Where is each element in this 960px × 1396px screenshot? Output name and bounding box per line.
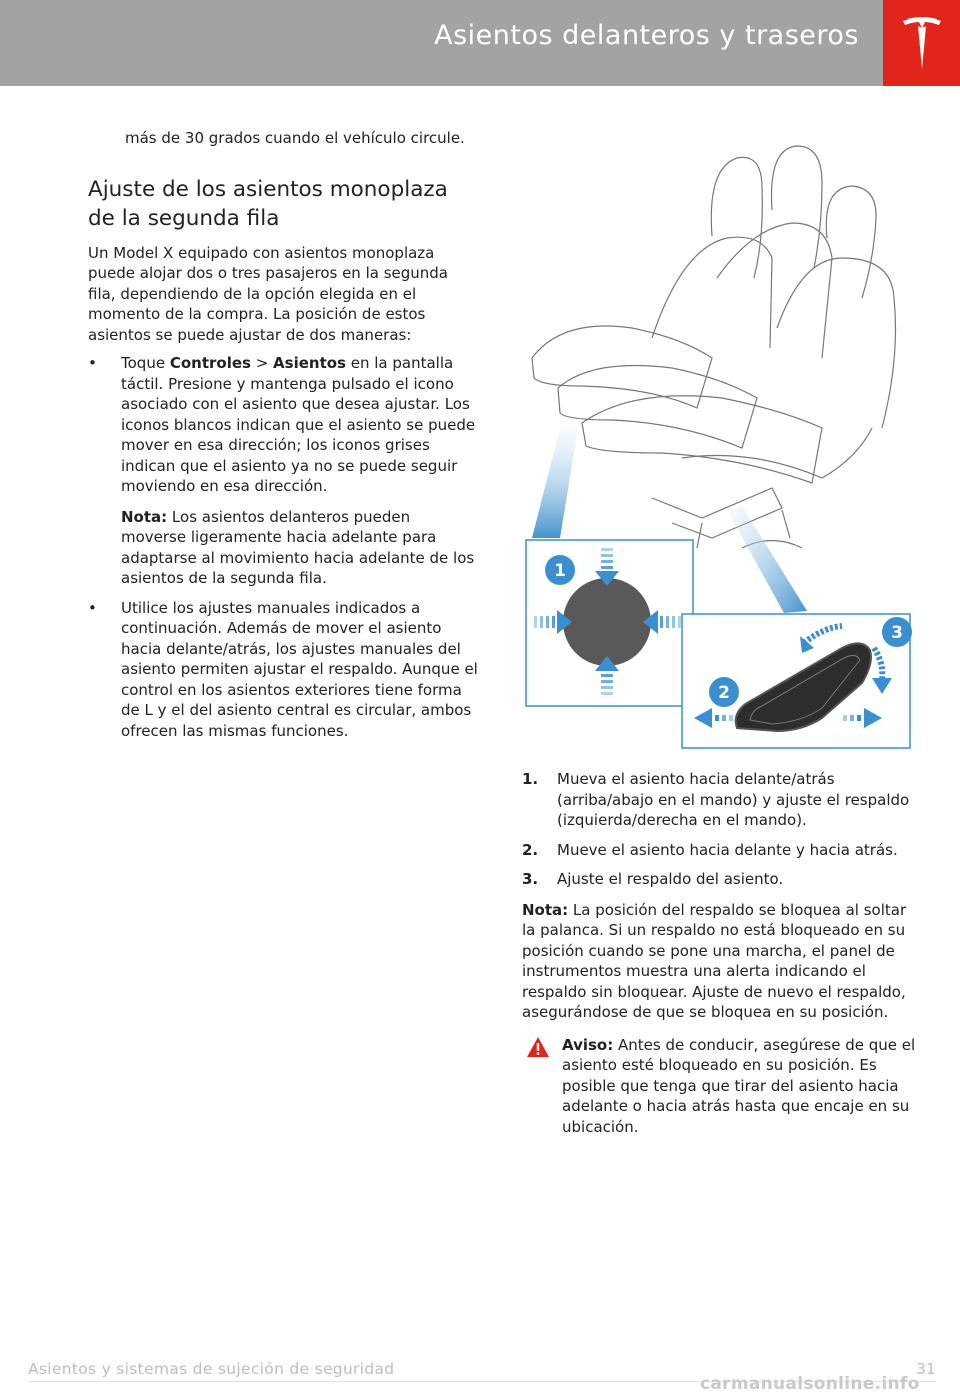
list-item	[522, 769, 922, 831]
list-item	[522, 840, 922, 861]
callout-3: 3	[891, 623, 903, 643]
step-number: 1.	[522, 770, 539, 788]
warning-icon	[526, 1036, 550, 1058]
step-text: Mueva el asiento hacia delante/atrás (arriba/abajo en el mando) y ajuste el respaldo (izquierda/derecha en el mando).	[557, 770, 910, 829]
list-item	[522, 869, 922, 890]
page-number: 31	[916, 1360, 936, 1378]
bullet-icon: •	[88, 598, 97, 617]
list-item	[88, 353, 480, 589]
step-text: Ajuste el respaldo del asiento.	[557, 870, 784, 888]
step-number: 2.	[522, 840, 539, 859]
bullet1-sep: >	[250, 354, 274, 372]
tesla-logo-icon	[901, 15, 943, 71]
bullet1-rest: en la pantalla táctil. Presione y mantenga pulsado el icono asociado con el asiento que desea ajustar. Los iconos blancos indican que el asiento se puede mover en esa dirección; los iconos grises indican que el asiento ya no se puede seguir moviendo en esa dirección.	[121, 354, 476, 495]
intro-paragraph: Un Model X equipado con asientos monoplaza puede alojar dos o tres pasajeros en la segunda fila, dependiendo de la opción elegida en el momento de la compra. La posición de estos asientos se puede ajustar de dos maneras:	[88, 243, 448, 344]
page-header	[0, 0, 883, 86]
seat-illustration	[522, 128, 914, 752]
note-label: Nota:	[522, 900, 569, 919]
seat-diagram	[522, 128, 914, 752]
warning-block	[522, 1035, 922, 1138]
bullet1-pre: Toque	[121, 354, 170, 372]
list-item	[88, 598, 480, 742]
right-column	[522, 769, 922, 1137]
note-block	[121, 507, 480, 589]
callout-1: 1	[554, 561, 566, 581]
footer-section: Asientos y sistemas de sujeción de seguridad	[28, 1360, 395, 1378]
warning-label: Aviso:	[562, 1035, 614, 1054]
callout-2: 2	[718, 683, 730, 703]
watermark: carmanualsonline.info	[700, 1374, 920, 1394]
left-column	[88, 128, 480, 750]
warning-text: Antes de conducir, asegúrese de que el asiento esté bloqueado en su posición. Es posible que tenga que tirar del asiento hacia adelante o hacia atrás hasta que encaje en su ubicación.	[562, 1035, 916, 1136]
tesla-logo	[883, 0, 960, 86]
note-text: La posición del respaldo se bloquea al soltar la palanca. Si un respaldo no está bloqueado en su posición cuando se pone una marcha, el panel de instrumentos muestra una alerta indicando el respaldo sin bloquear. Ajuste de nuevo el respaldo, asegurándose de que se bloquea en su posición.	[522, 900, 907, 1021]
bullet-icon: •	[88, 354, 97, 372]
section-heading: Ajuste de los asientos monoplaza de la segunda fila	[88, 176, 448, 231]
note-text: Los asientos delanteros pueden moverse ligeramente hacia adelante para adaptarse al movimiento hacia adelante de los asientos de la segunda fila.	[121, 507, 475, 587]
steps-list	[522, 769, 922, 890]
header-title: Asientos delanteros y traseros	[434, 20, 859, 51]
bullet2-text: Utilice los ajustes manuales indicados a continuación. Además de mover el asiento hacia delante/atrás, los ajustes manuales del asiento permiten ajustar el respaldo. Aunque el control en los asientos exteriores tiene forma de L y el del asiento central es circular, ambos ofrecen las mismas funciones.	[121, 598, 478, 740]
adjust-methods-list	[88, 353, 480, 741]
controls-label: Controles	[169, 354, 251, 372]
note-block	[522, 900, 922, 1023]
step-number: 3.	[522, 870, 539, 888]
seats-label: Asientos	[273, 354, 346, 372]
step-text: Mueve el asiento hacia delante y hacia atrás.	[557, 840, 898, 859]
intro-text: más de 30 grados cuando el vehículo circule.	[125, 129, 465, 147]
note-label: Nota:	[121, 507, 168, 526]
